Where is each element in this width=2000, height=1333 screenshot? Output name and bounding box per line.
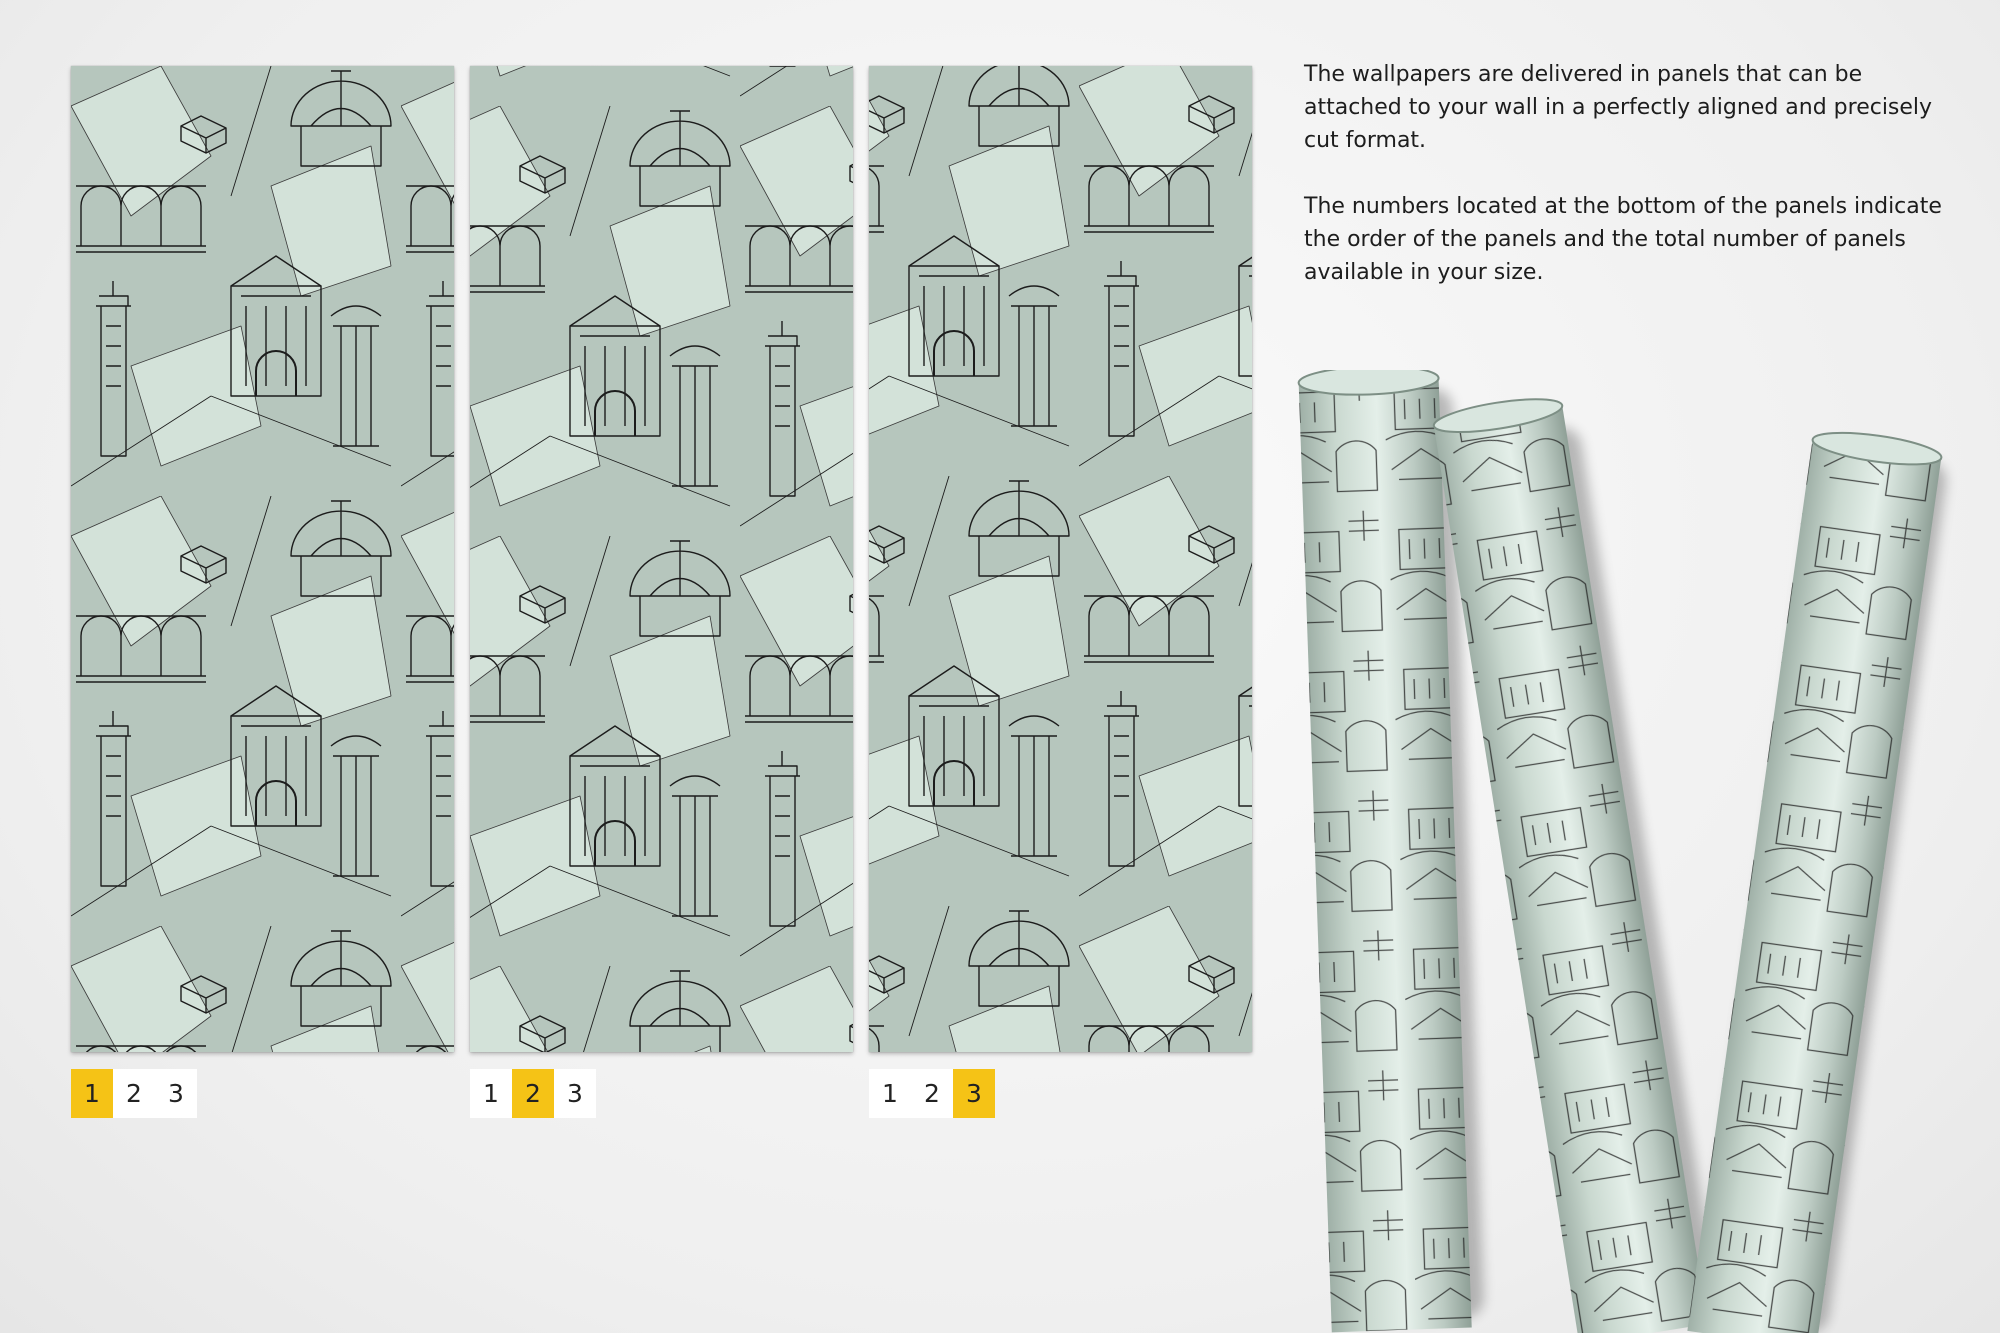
panel-number: 3 bbox=[554, 1069, 596, 1118]
panel-number: 3 bbox=[155, 1069, 197, 1118]
info-text-block bbox=[1304, 58, 1964, 322]
wallpaper-panel-3 bbox=[869, 66, 1252, 1052]
panel-number: 2 bbox=[113, 1069, 155, 1118]
panel-1-number-strip bbox=[71, 1069, 197, 1118]
panel-3-number-strip bbox=[869, 1069, 995, 1118]
panel-number: 2 bbox=[512, 1069, 554, 1118]
panel-number: 1 bbox=[869, 1069, 911, 1118]
panel-number: 2 bbox=[911, 1069, 953, 1118]
info-paragraph-2: The numbers located at the bottom of the panels indicate the order of the panels and the total number of panels available in your size. bbox=[1304, 194, 1942, 285]
panel-number: 1 bbox=[71, 1069, 113, 1118]
architectural-sketch-pattern-icon bbox=[71, 66, 454, 1052]
info-paragraph-1: The wallpapers are delivered in panels that can be attached to your wall in a perfectly aligned and precisely cut format. bbox=[1304, 62, 1933, 153]
architectural-sketch-pattern-icon bbox=[470, 66, 853, 1052]
panel-2-number-strip bbox=[470, 1069, 596, 1118]
rolled-wallpaper-icon bbox=[1280, 370, 1960, 1333]
wallpaper-panel-2 bbox=[470, 66, 853, 1052]
panel-number: 1 bbox=[470, 1069, 512, 1118]
architectural-sketch-pattern-icon bbox=[869, 66, 1252, 1052]
panel-number: 3 bbox=[953, 1069, 995, 1118]
wallpaper-panel-1 bbox=[71, 66, 454, 1052]
